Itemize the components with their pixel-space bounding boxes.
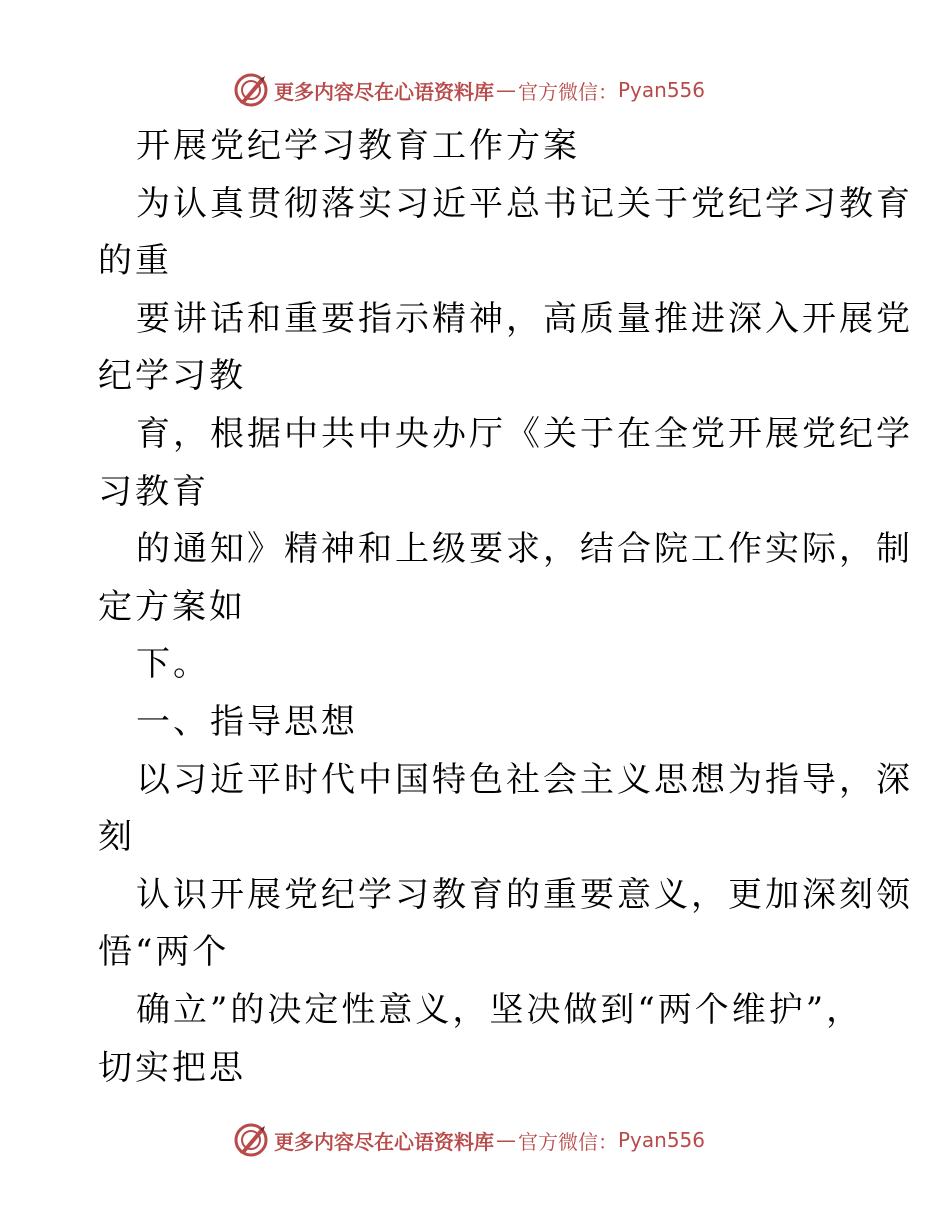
text-line: 悟“两个 [98, 932, 230, 973]
footer-banner-title: 更多内容尽在心语资料库 [274, 1129, 494, 1154]
text-line: 的通知》精神和上级要求，结合院工作实际，制 [136, 529, 913, 570]
quill-pen-logo-icon [234, 1123, 268, 1157]
footer-banner-dash: — [496, 1128, 516, 1152]
footer-banner [234, 1120, 705, 1160]
text-line: 刻 [98, 817, 135, 858]
text-line: 要讲话和重要指示精神，高质量推进深入开展党 [136, 298, 913, 339]
text-line: 育，根据中共中央办厅《关于在全党开展党纪学 [136, 413, 913, 454]
text-line: 定方案如 [98, 586, 246, 627]
header-banner-wechat-label: 官方微信： [518, 79, 618, 104]
text-line: 下。 [136, 644, 210, 685]
footer-banner-wechat-label: 官方微信： [518, 1129, 618, 1154]
document-body [98, 118, 913, 1097]
quill-pen-logo-icon [234, 73, 268, 107]
text-line: 的重 [98, 241, 172, 282]
text-line: 认识开展党纪学习教育的重要意义，更加深刻领 [136, 874, 913, 915]
document-title: 开展党纪学习教育工作方案 [136, 126, 580, 166]
section-heading: 一、指导思想 [136, 701, 358, 742]
footer-banner-wechat-id: Pyan556 [618, 1128, 706, 1152]
text-line: 切实把思 [98, 1047, 246, 1088]
text-line: 以习近平时代中国特色社会主义思想为指导，深 [136, 759, 913, 800]
header-banner-title: 更多内容尽在心语资料库 [274, 79, 494, 104]
text-line: 纪学习教 [98, 356, 246, 397]
header-banner-wechat-id: Pyan556 [618, 78, 706, 102]
text-line: 确立”的决定性意义，坚决做到“两个维护”， [136, 989, 864, 1030]
text-line: 习教育 [98, 471, 209, 512]
header-banner [234, 70, 705, 110]
text-line: 为认真贯彻落实习近平总书记关于党纪学习教育 [136, 183, 913, 224]
header-banner-dash: — [496, 78, 516, 102]
